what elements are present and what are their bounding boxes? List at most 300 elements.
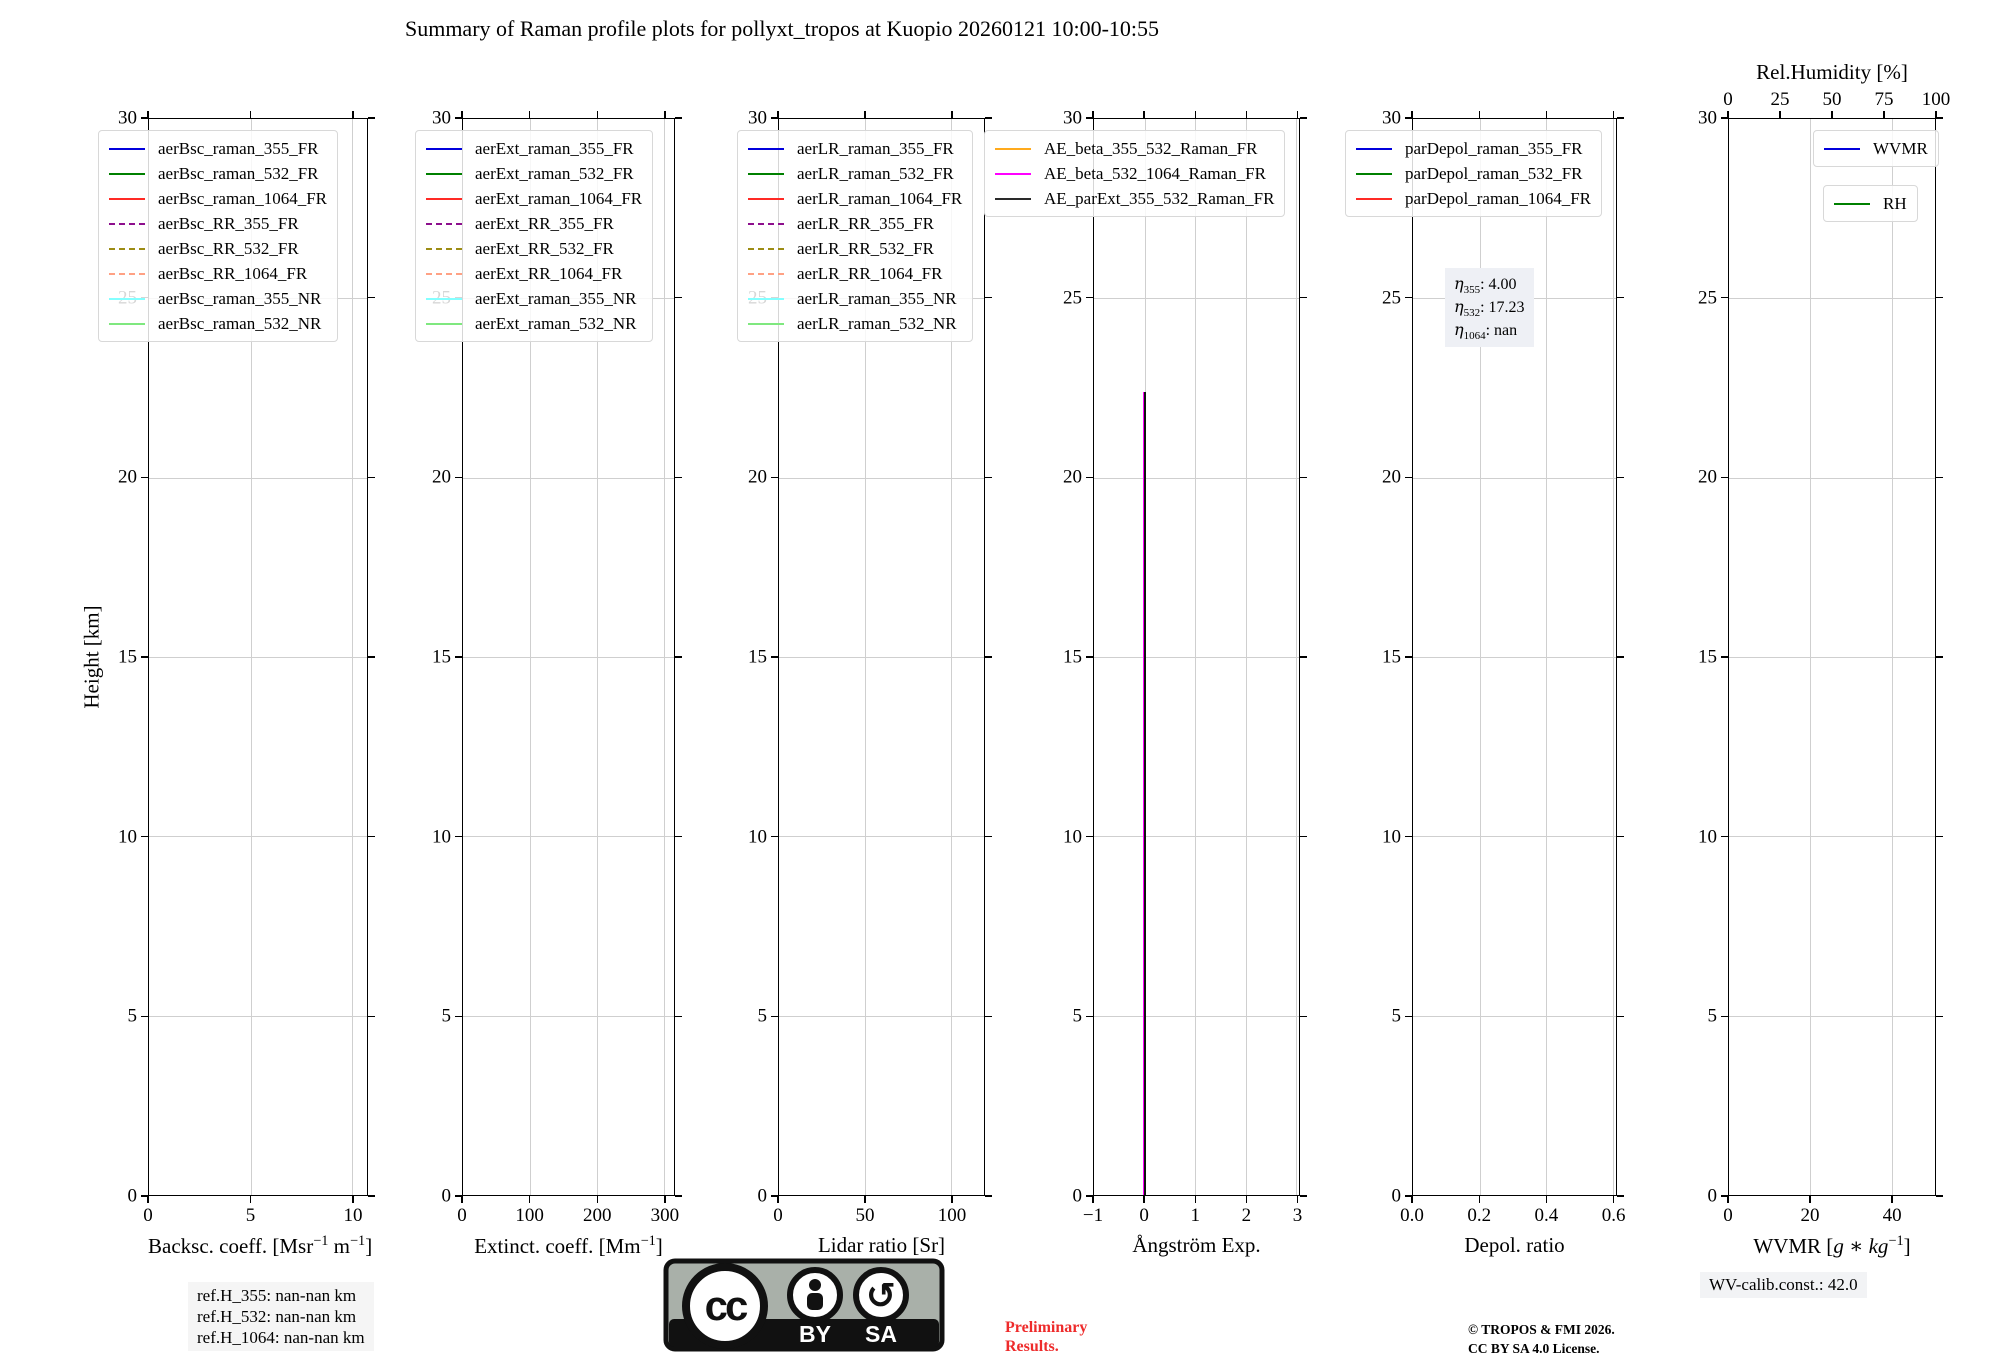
x-tick-mark: [352, 1196, 353, 1203]
legend-line-sample: [1834, 203, 1870, 205]
legend-line-sample: [109, 223, 145, 225]
y-tick-mark: [1721, 297, 1728, 298]
y-tick-mark: [368, 1195, 375, 1196]
x-tick-label: 0.0: [1400, 1205, 1424, 1226]
y-tick-label: 10: [1698, 826, 1717, 848]
x-tick-mark: [147, 1196, 148, 1203]
legend-line-sample: [995, 148, 1031, 150]
y-tick-mark: [1936, 1195, 1943, 1196]
x-tick-label: 40: [1882, 1205, 1902, 1226]
x-tick-mark: [597, 111, 598, 118]
gridline: [1094, 1016, 1299, 1017]
legend-item: [1356, 161, 1591, 186]
x-tick-label: 20: [1800, 1205, 1820, 1226]
y-tick-label: 20: [1698, 466, 1717, 488]
x-tick-mark: [664, 111, 665, 118]
y-tick-mark: [1300, 836, 1307, 837]
x-tick-label: 5: [245, 1205, 256, 1226]
y-tick-label: 20: [1063, 466, 1082, 488]
y-tick-mark: [1721, 836, 1728, 837]
legend-label: aerBsc_raman_532_FR: [158, 163, 319, 183]
legend-label: aerExt_raman_355_NR: [475, 288, 637, 308]
y-tick-mark: [771, 1016, 778, 1017]
legend-item: [426, 311, 642, 336]
y-tick-mark: [455, 1016, 462, 1017]
y-tick-label: 15: [748, 646, 767, 668]
legend-line-sample: [748, 148, 784, 150]
legend-item: [109, 286, 327, 311]
legend-label: aerBsc_raman_1064_FR: [158, 188, 328, 208]
legend-item: [748, 136, 962, 161]
y-tick-mark: [675, 117, 682, 118]
legend-label: aerLR_raman_1064_FR: [797, 188, 963, 208]
legend-item: [109, 186, 327, 211]
x-tick-label: −1: [1082, 1205, 1104, 1226]
ref-h-355-text: ref.H_355: nan-nan km: [197, 1286, 357, 1305]
legend-line-sample: [109, 323, 145, 325]
top-tick-label: 0: [1723, 89, 1733, 110]
gridline: [779, 657, 984, 658]
legend: [98, 130, 338, 342]
y-tick-mark: [455, 477, 462, 478]
y-tick-label: 30: [1063, 107, 1082, 129]
gridline: [149, 836, 367, 837]
y-tick-mark: [141, 656, 148, 657]
legend-item: [426, 161, 642, 186]
x-tick-mark: [461, 111, 462, 118]
y-tick-mark: [985, 836, 992, 837]
cc-by-label: BY: [799, 1321, 831, 1347]
legend-label: aerExt_raman_532_FR: [475, 163, 634, 183]
x-tick-label: 3: [1292, 1205, 1303, 1226]
x-tick-mark: [1546, 1196, 1547, 1203]
y-tick-mark: [368, 1016, 375, 1017]
legend-line-sample: [748, 173, 784, 175]
legend-label: parDepol_raman_532_FR: [1405, 163, 1583, 183]
reference-height-annotation: [188, 1282, 374, 1351]
legend-label: aerExt_RR_355_FR: [475, 213, 614, 233]
y-tick-label: 0: [1072, 1185, 1082, 1207]
x-tick-label: 200: [582, 1205, 612, 1226]
legend-label: aerBsc_RR_355_FR: [158, 213, 299, 233]
legend: [984, 130, 1285, 217]
gridline: [463, 478, 674, 479]
legend-item: [1834, 191, 1907, 216]
x-tick-mark: [529, 111, 530, 118]
y-tick-mark: [1405, 477, 1412, 478]
y-tick-label: 20: [1382, 466, 1401, 488]
legend-line-sample: [995, 173, 1031, 175]
y-tick-label: 0: [757, 1185, 767, 1207]
legend-item: [109, 136, 327, 161]
legend-label: WVMR: [1873, 138, 1928, 158]
plot-area-angstrom: [1093, 118, 1300, 1196]
person-icon-head: [809, 1279, 821, 1291]
y-tick-mark: [675, 297, 682, 298]
x-axis-label: Backsc. coeff. [Msr$^{-1}$ $m^{-1}$]: [148, 1233, 373, 1258]
legend-item: [1824, 136, 1928, 161]
gridline: [1729, 657, 1935, 658]
legend-item: [748, 211, 962, 236]
legend-item: [426, 236, 642, 261]
legend-line-sample: [426, 173, 462, 175]
legend-item: [995, 186, 1274, 211]
legend-label: aerExt_RR_1064_FR: [475, 263, 623, 283]
legend: [737, 130, 973, 342]
y-tick-mark: [1405, 656, 1412, 657]
copyright-line-2: CC BY SA 4.0 License.: [1468, 1341, 1600, 1356]
x-tick-mark: [1479, 111, 1480, 118]
y-tick-mark: [455, 836, 462, 837]
y-tick-label: 0: [441, 1185, 451, 1207]
y-tick-mark: [771, 836, 778, 837]
x-tick-mark: [1613, 1196, 1614, 1203]
y-tick-mark: [368, 297, 375, 298]
legend-line-sample: [109, 198, 145, 200]
legend-label: aerLR_raman_355_NR: [797, 288, 957, 308]
gridline: [149, 478, 367, 479]
legend-line-sample: [748, 298, 784, 300]
top-tick-label: 25: [1770, 89, 1790, 110]
x-tick-mark: [529, 1196, 530, 1203]
x-tick-mark: [1891, 1196, 1892, 1203]
x-axis-label: Extinct. coeff. $[Mm^{-1}]$: [474, 1233, 663, 1258]
y-tick-label: 10: [748, 826, 767, 848]
x-tick-label: 0: [1139, 1205, 1149, 1226]
ref-h-1064-text: ref.H_1064: nan-nan km: [197, 1328, 365, 1347]
x-tick-label: 0: [1723, 1205, 1733, 1226]
eta-annotation: [1445, 268, 1534, 347]
y-tick-mark: [1086, 297, 1093, 298]
gridline: [1729, 1016, 1935, 1017]
gridline: [1094, 478, 1299, 479]
gridline: [463, 836, 674, 837]
y-tick-label: 5: [1707, 1005, 1717, 1027]
y-tick-label: 25: [1382, 287, 1401, 309]
x-tick-mark: [250, 111, 251, 118]
legend-line-sample: [1356, 148, 1392, 150]
y-tick-mark: [675, 836, 682, 837]
legend-item: [426, 186, 642, 211]
y-tick-mark: [1300, 1016, 1307, 1017]
y-tick-mark: [1086, 656, 1093, 657]
x-tick-mark: [1411, 1196, 1412, 1203]
y-tick-label: 10: [118, 826, 137, 848]
legend-line-sample: [748, 323, 784, 325]
y-tick-label: 0: [1707, 1185, 1717, 1207]
x-tick-label: 1: [1190, 1205, 1200, 1226]
y-tick-mark: [1300, 477, 1307, 478]
legend-line-sample: [1356, 198, 1392, 200]
legend-item: [426, 261, 642, 286]
gridline: [1613, 119, 1614, 1195]
y-tick-mark: [1936, 656, 1943, 657]
y-tick-mark: [1721, 477, 1728, 478]
y-tick-mark: [1936, 297, 1943, 298]
y-tick-label: 25: [1698, 287, 1717, 309]
legend-line-sample: [426, 223, 462, 225]
x-tick-mark: [1092, 1196, 1093, 1203]
y-tick-mark: [1936, 1016, 1943, 1017]
legend-item: [426, 211, 642, 236]
legend-item: [748, 286, 962, 311]
y-tick-label: 15: [1698, 646, 1717, 668]
y-tick-mark: [1617, 1016, 1624, 1017]
y-tick-mark: [985, 117, 992, 118]
y-tick-mark: [675, 656, 682, 657]
wv-calibration-annotation: WV-calib.const.: 42.0: [1700, 1272, 1867, 1298]
panel-lidar-ratio: [748, 107, 985, 1257]
legend-line-sample: [109, 173, 145, 175]
eta-line: $\eta_{532}$: 17.23: [1454, 297, 1525, 320]
eta-line: $\eta_{1064}$: nan: [1454, 320, 1518, 343]
x-tick-label: 100: [515, 1205, 544, 1226]
legend-label: aerBsc_RR_1064_FR: [158, 263, 308, 283]
legend-label: aerLR_raman_532_NR: [797, 313, 957, 333]
legend: [415, 130, 653, 342]
y-tick-label: 20: [118, 466, 137, 488]
top-tick-label: 50: [1822, 89, 1842, 110]
y-tick-label: 5: [1072, 1005, 1082, 1027]
y-tick-label: 5: [757, 1005, 767, 1027]
y-tick-mark: [675, 1016, 682, 1017]
y-tick-label: 0: [127, 1185, 137, 1207]
panel-extinction: [432, 107, 680, 1258]
preliminary-line-2: Results.: [1005, 1338, 1059, 1355]
cc-by-sa-license-badge: [663, 1258, 945, 1352]
legend-label: aerLR_RR_1064_FR: [797, 263, 943, 283]
y-tick-mark: [1617, 477, 1624, 478]
x-tick-mark: [1246, 1196, 1247, 1203]
gridline: [1729, 478, 1935, 479]
y-tick-mark: [1086, 836, 1093, 837]
x-tick-mark: [461, 1196, 462, 1203]
legend-line-sample: [1356, 173, 1392, 175]
x-tick-mark: [664, 1196, 665, 1203]
gridline: [149, 1016, 367, 1017]
x-tick-mark: [1297, 1196, 1298, 1203]
gridline: [664, 119, 665, 1195]
x-tick-mark: [1613, 111, 1614, 118]
y-tick-mark: [368, 477, 375, 478]
x-tick-mark: [1297, 111, 1298, 118]
y-tick-mark: [1086, 1016, 1093, 1017]
y-tick-mark: [985, 297, 992, 298]
legend-label: aerExt_raman_532_NR: [475, 313, 637, 333]
legend: [1823, 185, 1918, 222]
x-tick-mark: [951, 1196, 952, 1203]
legend-line-sample: [109, 248, 145, 250]
gridline: [352, 119, 353, 1195]
top-axis-label: Rel.Humidity [%]: [1756, 60, 1908, 84]
legend-item: [995, 136, 1274, 161]
gridline: [1195, 119, 1196, 1195]
copyright-note: [1468, 1320, 1615, 1358]
y-tick-mark: [1617, 297, 1624, 298]
legend-line-sample: [109, 273, 145, 275]
y-tick-mark: [985, 1016, 992, 1017]
y-tick-label: 10: [1063, 826, 1082, 848]
y-tick-mark: [368, 836, 375, 837]
x-tick-mark: [1195, 1196, 1196, 1203]
x-tick-label: 0: [143, 1205, 153, 1226]
legend-label: aerExt_raman_1064_FR: [475, 188, 643, 208]
y-tick-label: 15: [1382, 646, 1401, 668]
y-tick-mark: [1936, 117, 1943, 118]
x-tick-mark: [1143, 1196, 1144, 1203]
legend-item: [1356, 136, 1591, 161]
legend-item: [748, 186, 962, 211]
y-tick-mark: [1300, 297, 1307, 298]
y-tick-label: 30: [748, 107, 767, 129]
x-tick-label: 10: [343, 1205, 363, 1226]
legend-line-sample: [995, 198, 1031, 200]
y-tick-mark: [675, 477, 682, 478]
y-tick-mark: [141, 836, 148, 837]
y-tick-mark: [675, 1195, 682, 1196]
gridline: [1546, 119, 1547, 1195]
copyright-line-1: © TROPOS & FMI 2026.: [1468, 1322, 1615, 1337]
gridline: [1413, 478, 1616, 479]
panel-angstrom: [1044, 107, 1303, 1257]
legend-item: [995, 161, 1274, 186]
legend-label: AE_beta_532_1064_Raman_FR: [1044, 163, 1266, 183]
legend: [1345, 130, 1602, 217]
gridline: [463, 1016, 674, 1017]
gridline: [1413, 1016, 1616, 1017]
legend-line-sample: [426, 198, 462, 200]
top-tick-mark: [1883, 111, 1884, 118]
figure-title: Summary of Raman profile plots for pollyxt_tropos at Kuopio 20260121 10:00-10:55: [404, 16, 1160, 41]
legend-label: aerLR_RR_532_FR: [797, 238, 934, 258]
y-tick-label: 15: [118, 646, 137, 668]
x-tick-mark: [1246, 111, 1247, 118]
y-tick-mark: [1936, 477, 1943, 478]
legend-item: [748, 161, 962, 186]
top-tick-mark: [1935, 111, 1936, 118]
x-tick-mark: [1143, 111, 1144, 118]
y-tick-label: 30: [432, 107, 451, 129]
gridline: [1892, 119, 1893, 1195]
x-tick-label: 0.4: [1534, 1205, 1559, 1226]
legend-line-sample: [748, 248, 784, 250]
legend-line-sample: [109, 298, 145, 300]
y-tick-mark: [1721, 656, 1728, 657]
y-tick-mark: [1617, 117, 1624, 118]
gridline: [1413, 836, 1616, 837]
y-tick-label: 30: [1698, 107, 1717, 129]
y-tick-mark: [1936, 836, 1943, 837]
x-tick-label: 0.6: [1601, 1205, 1626, 1226]
legend-item: [1356, 186, 1591, 211]
panel-wvmr: [1698, 60, 1951, 1258]
x-tick-mark: [1411, 111, 1412, 118]
y-tick-label: 25: [1063, 287, 1082, 309]
y-tick-mark: [985, 1195, 992, 1196]
legend-line-sample: [426, 273, 462, 275]
gridline: [1729, 298, 1935, 299]
y-tick-label: 20: [748, 466, 767, 488]
y-tick-mark: [1300, 117, 1307, 118]
gridline: [1296, 119, 1297, 1195]
preliminary-results-note: [1005, 1318, 1087, 1356]
y-tick-label: 30: [118, 107, 137, 129]
plot-area-wvmr: [1728, 118, 1936, 1196]
top-tick-label: 100: [1921, 89, 1951, 110]
y-tick-mark: [1405, 1016, 1412, 1017]
y-tick-label: 5: [127, 1005, 137, 1027]
y-tick-mark: [771, 656, 778, 657]
gridline: [779, 1016, 984, 1017]
sa-arrow-glyph: ↺: [865, 1276, 897, 1317]
legend-label: AE_parExt_355_532_Raman_FR: [1044, 188, 1275, 208]
x-tick-mark: [951, 111, 952, 118]
x-axis-label: Depol. ratio: [1464, 1233, 1565, 1257]
x-tick-label: 0: [773, 1205, 783, 1226]
legend-label: aerBsc_RR_532_FR: [158, 238, 299, 258]
x-tick-mark: [597, 1196, 598, 1203]
legend-line-sample: [1824, 148, 1860, 150]
legend-line-sample: [748, 223, 784, 225]
legend-item: [748, 236, 962, 261]
gridline: [1810, 119, 1811, 1195]
y-tick-label: 15: [432, 646, 451, 668]
legend-label: aerLR_raman_532_FR: [797, 163, 954, 183]
gridline: [463, 657, 674, 658]
gridline: [1094, 657, 1299, 658]
y-tick-label: 0: [1391, 1185, 1401, 1207]
y-tick-mark: [1300, 656, 1307, 657]
gridline: [149, 657, 367, 658]
legend-label: aerExt_raman_355_FR: [475, 138, 634, 158]
y-axis-label: Height [km]: [79, 605, 104, 709]
x-tick-mark: [1809, 1196, 1810, 1203]
legend-line-sample: [748, 273, 784, 275]
gridline: [1094, 836, 1299, 837]
x-tick-mark: [147, 111, 148, 118]
x-tick-mark: [1092, 111, 1093, 118]
x-tick-label: 0.2: [1467, 1205, 1492, 1226]
x-tick-mark: [864, 111, 865, 118]
legend-item: [109, 261, 327, 286]
legend-label: aerBsc_raman_532_NR: [158, 313, 322, 333]
y-tick-label: 20: [432, 466, 451, 488]
x-tick-label: 100: [937, 1205, 967, 1226]
legend-line-sample: [748, 198, 784, 200]
panel-backscatter: [118, 107, 373, 1258]
y-tick-mark: [985, 477, 992, 478]
y-tick-mark: [985, 656, 992, 657]
x-tick-mark: [352, 111, 353, 118]
legend-label: RH: [1883, 193, 1907, 213]
y-tick-label: 10: [432, 826, 451, 848]
legend-label: aerBsc_raman_355_NR: [158, 288, 322, 308]
y-tick-mark: [1086, 477, 1093, 478]
x-tick-mark: [1727, 1196, 1728, 1203]
y-tick-mark: [1300, 1195, 1307, 1196]
y-tick-mark: [368, 117, 375, 118]
legend-line-sample: [426, 323, 462, 325]
legend-item: [426, 286, 642, 311]
x-tick-label: 300: [650, 1205, 680, 1226]
panel-depol: [1382, 107, 1626, 1257]
y-tick-mark: [141, 477, 148, 478]
x-tick-label: 0: [457, 1205, 467, 1226]
gridline: [779, 836, 984, 837]
x-tick-label: 2: [1241, 1205, 1252, 1226]
legend-item: [748, 311, 962, 336]
x-tick-mark: [1479, 1196, 1480, 1203]
